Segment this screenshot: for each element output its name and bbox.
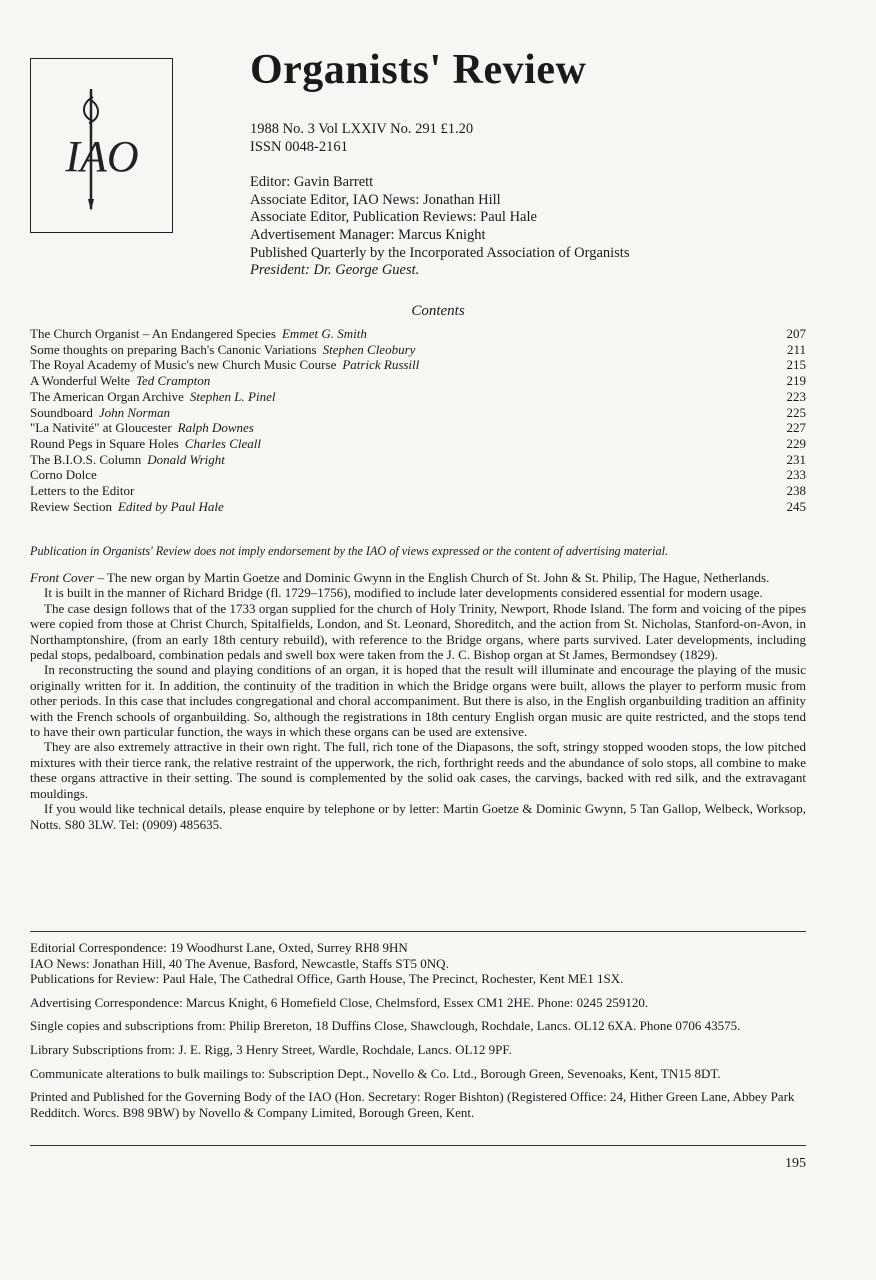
publisher-info: Printed and Published for the Governing Body of the IAO (Hon. Secretary: Roger Bishton) (Registered Office: 24, Hither Green Lane, Abbey Park Redditch. Worcs. B98 9BW) by Novello & Company Limited, Borough Green, Kent. [30, 1089, 795, 1120]
toc-title: The Royal Academy of Music's new Church Music Course [30, 357, 337, 373]
toc-title: Corno Dolce [30, 467, 97, 483]
toc-item[interactable] [30, 420, 806, 436]
ad-manager-line: Advertisement Manager: Marcus Knight [250, 226, 486, 243]
toc-item[interactable] [30, 342, 806, 358]
issue-line: 1988 No. 3 Vol LXXIV No. 291 £1.20 [250, 121, 474, 137]
cover-paragraph: It is built in the manner of Richard Bridge (fl. 1729–1756), modified to include later developments considered essential for modern usage. [44, 585, 763, 601]
iao-monogram-icon [31, 59, 174, 234]
cover-paragraph: The case design follows that of the 1733 organ supplied for the church of Holy Trinity, Newport, Rhode Island. The form and voicing of the pipes were copied from those at Christ Church, Spitalfields, London, and St. Leonard, Shoreditch, and the action from St. Nicholas, Stanford-on-Avon, in Northamptonshire, (from an early 18th century rebuild), with reference to the Bridge organs, where parts survived. Later developments, including pedal stops, pedalboard, combination pedals and swell box were taken from the J. C. Bishop organ at St James, Bermondsey (1829). [30, 600, 806, 663]
toc-author: John Norman [98, 404, 170, 420]
toc-title: Soundboard [30, 404, 93, 420]
toc-title: Review Section [30, 498, 112, 514]
toc-title: The Church Organist – An Endangered Species [30, 326, 276, 341]
cover-paragraph: They are also extremely attractive in their own right. The full, rich tone of the Diapasons, the soft, stringy stopped wooden stops, the low pitched mixtures with their tierce rank, the relative restraint of the upperwork, the rich, forthright reeds and the abundance of solo stops, all combine to make these organs attractive in their setting. The sound is complemented by the solid oak cases, the carvings, backed with red silk, and the extravagant mouldings. [30, 739, 806, 801]
toc-author: Charles Cleall [184, 435, 261, 451]
toc-item[interactable] [30, 357, 806, 373]
library-address: Library Subscriptions from: J. E. Rigg, 3 Henry Street, Wardle, Rochdale, Lancs. OL12 9PF. [30, 1041, 512, 1057]
toc-author: Edited by Paul Hale [117, 498, 224, 514]
toc-page: 227 [786, 420, 806, 436]
toc-item[interactable] [30, 326, 806, 342]
toc-page: 245 [786, 498, 806, 514]
assoc-reviews-line: Associate Editor, Publication Reviews: Paul Hale [250, 209, 537, 226]
toc-title: "La Nativité" at Gloucester [30, 420, 172, 436]
toc-page: 229 [786, 435, 806, 451]
assoc-news-line: Associate Editor, IAO News: Jonathan Hill [250, 191, 501, 208]
divider [30, 1145, 806, 1146]
toc-page: 238 [786, 483, 806, 499]
toc-item[interactable] [30, 436, 806, 452]
toc-page: 225 [786, 404, 806, 420]
toc-author: Ralph Downes [177, 420, 254, 436]
cover-paragraph [30, 570, 806, 585]
editorial-correspondence: Editorial Correspondence: 19 Woodhurst Lane, Oxted, Surrey RH8 9HN [30, 940, 408, 955]
table-of-contents [30, 326, 806, 514]
toc-author: Patrick Russill [342, 357, 420, 373]
toc-item[interactable] [30, 405, 806, 421]
cover-paragraph: If you would like technical details, please enquire by telephone or by letter: Martin Goetze & Dominic Gwynn, 5 Tan Gallop, Welbeck, Worksop, Notts. S80 3LW. Tel: (0909) 485635. [30, 801, 806, 832]
advertising-address: Advertising Correspondence: Marcus Knight, 6 Homefield Close, Chelmsford, Essex CM1 2HE. Phone: 0245 259120. [30, 994, 649, 1010]
cover-lead: Front Cover [30, 570, 95, 585]
toc-author: Stephen L. Pinel [189, 388, 276, 404]
toc-item[interactable] [30, 499, 806, 515]
toc-author: Donald Wright [147, 451, 225, 467]
publications-address: Publications for Review: Paul Hale, The Cathedral Office, Garth House, The Precinct, Rochester, Kent ME1 1SX. [30, 971, 624, 987]
subscriptions-address: Single copies and subscriptions from: Philip Brereton, 18 Duffins Close, Shawclough, Rochdale, Lancs. OL12 6XA. Phone 0706 43575. [30, 1018, 741, 1034]
editor-line: Editor: Gavin Barrett [250, 174, 374, 191]
toc-item[interactable] [30, 483, 806, 499]
toc-page: 207 [786, 326, 806, 341]
disclaimer: Publication in Organists' Review does not imply endorsement by the IAO of views expressed or the content of advertising material. [30, 544, 669, 558]
bulk-mailings-address: Communicate alterations to bulk mailings to: Subscription Dept., Novello & Co. Ltd., Borough Green, Sevenoaks, Kent, TN15 8DT. [30, 1065, 721, 1081]
toc-title: The B.I.O.S. Column [30, 451, 142, 467]
toc-item[interactable] [30, 452, 806, 468]
iao-logo [30, 58, 173, 233]
issn-line: ISSN 0048-2161 [250, 138, 348, 155]
toc-item[interactable] [30, 389, 806, 405]
cover-paragraph: In reconstructing the sound and playing conditions of an organ, it is hoped that the result will illuminate and encourage the playing of the music originally written for it. In addition, the continuity of the tradition in which the Bridge organs were built, allows the player to perform music from other periods. In this case that includes congregational and choral accompaniment. But there is also, in the English organbuilding tradition an affinity with the French schools of organbuilding. So, although the registrations in 18th century English organ music are quite restricted, and the stops tend to have their own particular function, the ways in which these organs can be used are extensive. [30, 662, 806, 740]
front-cover-description [30, 570, 806, 832]
president-line: President: Dr. George Guest. [250, 262, 420, 279]
divider [30, 931, 806, 932]
correspondence-section [30, 940, 806, 1120]
toc-author: Emmet G. Smith [281, 326, 367, 341]
toc-page: 219 [786, 373, 806, 389]
toc-title: The American Organ Archive [30, 388, 184, 404]
toc-title: Round Pegs in Square Holes [30, 435, 179, 451]
toc-title: Some thoughts on preparing Bach's Canonic Variations [30, 341, 317, 357]
toc-page: 211 [786, 341, 806, 357]
page-number: 195 [785, 1156, 806, 1171]
toc-item[interactable] [30, 373, 806, 389]
toc-page: 223 [786, 388, 806, 404]
published-line: Published Quarterly by the Incorporated Association of Organists [250, 244, 630, 261]
logo-letters: IAO [65, 132, 139, 181]
cover-text: – The new organ by Martin Goetze and Dominic Gwynn in the English Church of St. John & St. Philip, The Hague, Netherlands. [94, 570, 770, 585]
masthead-info [250, 121, 629, 280]
contents-heading: Contents [411, 303, 465, 319]
magazine-title: Organists' Review [250, 47, 587, 93]
iao-news-address: IAO News: Jonathan Hill, 40 The Avenue, Basford, Newcastle, Staffs ST5 0NQ. [30, 955, 449, 971]
toc-author: Ted Crampton [135, 373, 211, 389]
toc-title: A Wonderful Welte [30, 373, 130, 389]
toc-page: 233 [786, 467, 806, 483]
toc-title: Letters to the Editor [30, 483, 135, 499]
toc-author: Stephen Cleobury [322, 341, 416, 357]
toc-page: 215 [786, 357, 806, 373]
toc-page: 231 [786, 451, 806, 467]
toc-item[interactable] [30, 467, 806, 483]
